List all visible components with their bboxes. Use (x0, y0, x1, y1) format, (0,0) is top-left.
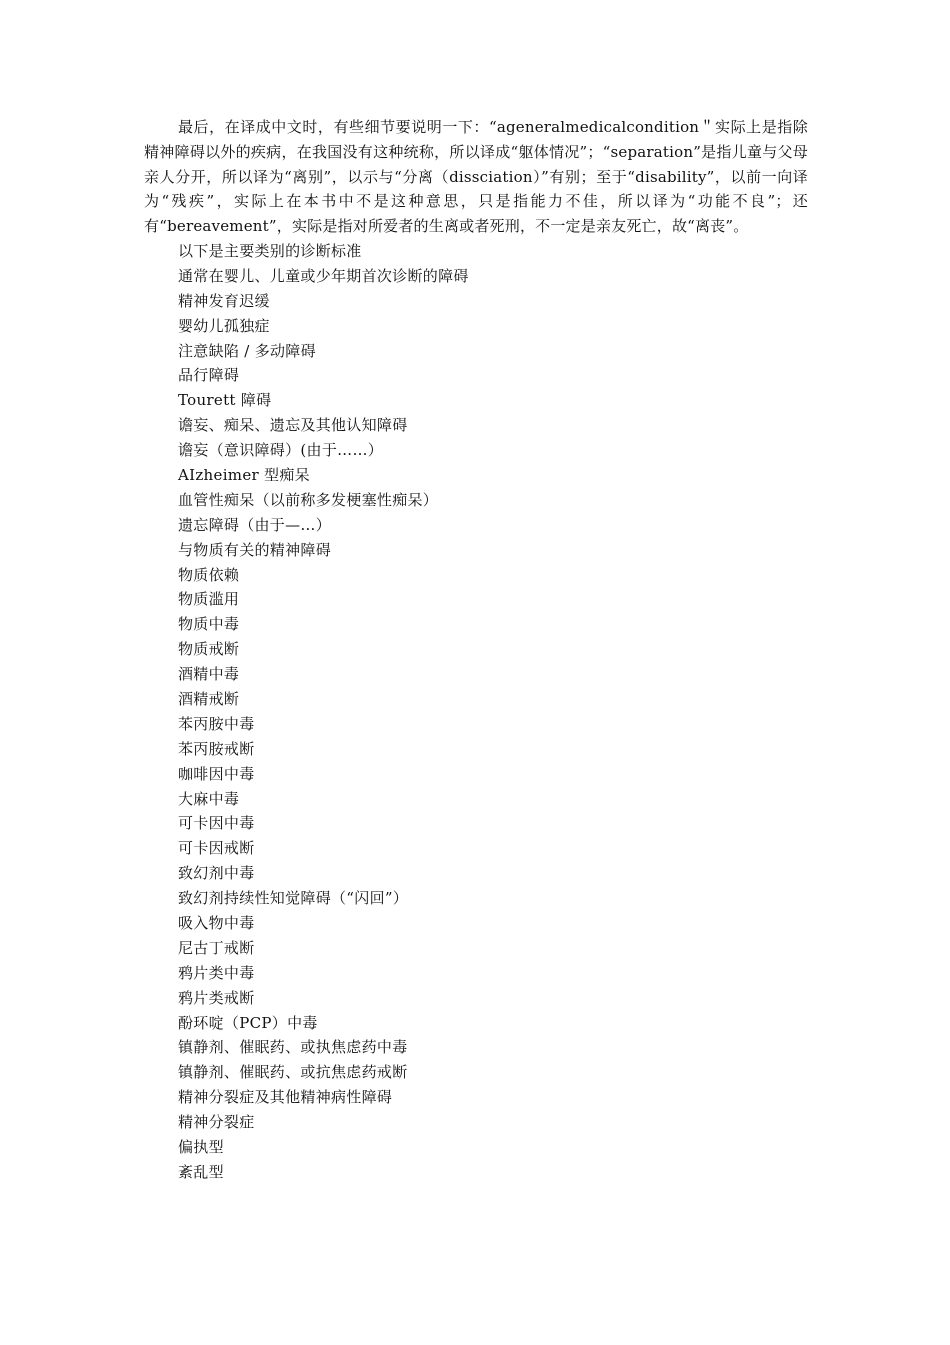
list-item: 尼古丁戒断 (178, 938, 255, 957)
list-item: Tourett 障碍 (178, 391, 272, 410)
list-item: 酚环啶（PCP）中毒 (178, 1013, 318, 1032)
list-item: 与物质有关的精神障碍 (178, 540, 332, 559)
list-item: 致幻剂中毒 (178, 864, 255, 883)
list-item: 酒精中毒 (178, 665, 240, 684)
list-item: 鸦片类中毒 (178, 963, 255, 982)
list-item: 偏执型 (178, 1138, 224, 1157)
list-item: 镇静剂、催眠药、或抗焦虑药戒断 (178, 1063, 408, 1082)
list-item: 物质滥用 (178, 590, 240, 609)
list-item: AIzheimer 型痴呆 (178, 466, 310, 484)
list-item: 苯丙胺戒断 (178, 739, 255, 758)
list-item: 注意缺陷 / 多动障碍 (178, 341, 316, 360)
list-item: 镇静剂、催眠药、或执焦虑药中毒 (178, 1038, 408, 1057)
list-item: 物质戒断 (178, 640, 240, 659)
list-item: 大麻中毒 (178, 789, 240, 808)
list-item: 婴幼儿孤独症 (178, 316, 270, 335)
list-item: 精神分裂症 (178, 1113, 255, 1132)
list-item: 咖啡因中毒 (178, 764, 255, 783)
list-item: 可卡因中毒 (178, 814, 255, 833)
category-list (144, 264, 808, 1185)
list-item: 酒精戒断 (178, 690, 240, 709)
list-item: 谵妄（意识障碍）(由于……） (178, 441, 384, 460)
list-item: 品行障碍 (178, 366, 240, 385)
list-item: 遗忘障碍（由于—…） (178, 515, 332, 534)
list-item: 精神分裂症及其他精神病性障碍 (178, 1088, 393, 1107)
document-page (144, 115, 808, 1185)
list-item: 紊乱型 (178, 1162, 224, 1181)
list-item: 致幻剂持续性知觉障碍（“闪回”） (178, 889, 409, 908)
list-item: 精神发育迟缓 (178, 291, 270, 310)
list-item: 物质依赖 (178, 565, 240, 584)
list-item: 鸦片类戒断 (178, 988, 255, 1007)
list-item: 物质中毒 (178, 615, 240, 634)
list-item: 血管性痴呆（以前称多发梗塞性痴呆） (178, 490, 439, 509)
intro-paragraph: 最后，在译成中文时，有些细节要说明一下：“ageneralmedicalcondition＂实际上是指除精神障碍以外的疾病，在我国没有这种统称，所以译成“躯体情况”；“separation”是指儿童与父母亲人分开，所以译为“离别”，以示与“分离（dissciation）”有别；至于“disability”，以前一向译为“残疾”，实际上在本书中不是这种意思，只是指能力不佳，所以译为“功能不良”；还有“bereavement”，实际是指对所爱者的生离或者死刑，不一定是亲友死亡，故“离丧”。 (144, 118, 808, 236)
list-heading: 以下是主要类别的诊断标准 (178, 241, 362, 260)
list-item: 苯丙胺中毒 (178, 714, 255, 733)
list-item: 谵妄、痴呆、遗忘及其他认知障碍 (178, 416, 408, 435)
list-item: 吸入物中毒 (178, 914, 255, 933)
list-item: 可卡因戒断 (178, 839, 255, 858)
list-item: 通常在婴儿、儿童或少年期首次诊断的障碍 (178, 266, 469, 285)
